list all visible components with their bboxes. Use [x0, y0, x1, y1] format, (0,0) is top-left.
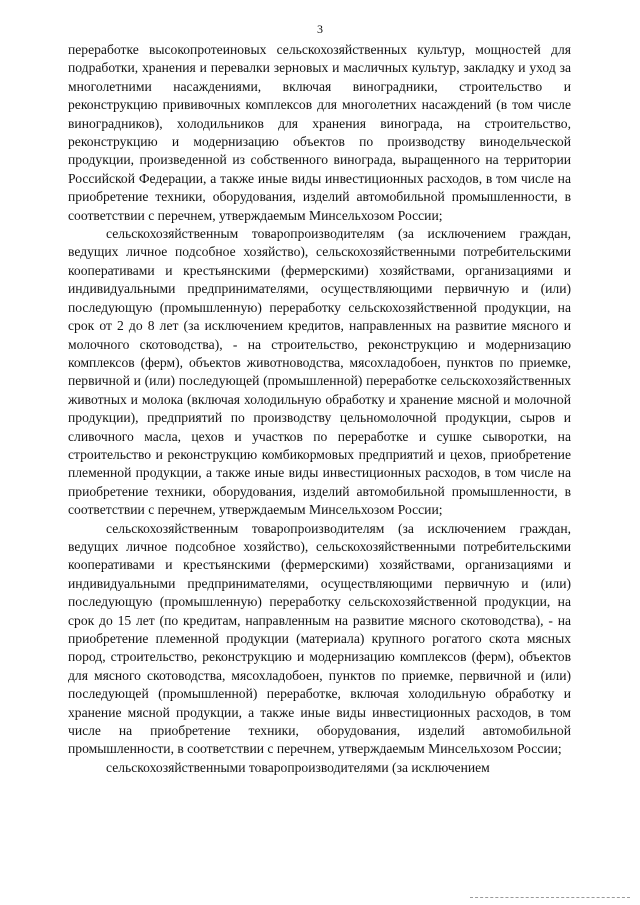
scan-edge-line [470, 897, 630, 898]
paragraph-1: переработке высокопротеиновых сельскохозяйственных культур, мощностей для подработки, хранения и перевалки зерновых и масличных культур, закладку и уход за многолетними насаждениями, включая виноградники, строительство и реконструкцию прививочных комплексов для многолетних насаждений (в том числе виноградников), холодильников для хранения винограда, на строительство, реконструкцию и модернизацию объектов по производству винодельческой продукции, произведенной из собственного винограда, выращенного на территории Российской Федерации, а также иные виды инвестиционных расходов, в том числе на приобретение техники, оборудования, изделий автомобильной промышленности, в соответствии с перечнем, утверждаемым Минсельхозом России; [68, 42, 571, 223]
paragraph-4: сельскохозяйственными товаропроизводителями (за исключением [106, 759, 490, 775]
page-number: 3 [317, 22, 323, 36]
paragraph-3: сельскохозяйственным товаропроизводителям (за исключением граждан, ведущих личное подсобное хозяйство), сельскохозяйственными потребительскими кооперативами и крестьянскими (фермерскими) хозяйствами, организациями и индивидуальными предпринимателями, осуществляющими первичную и (или) последующую (промышленную) переработку сельскохозяйственной продукции, на срок до 15 лет (по кредитам, направленным на развитие мясного скотоводства), - на приобретение племенной продукции (материала) крупного рогатого скота мясных пород, строительство, реконструкцию и модернизацию комплексов (ферм), объектов для мясного скотоводства, мясохладобоен, пунктов по приемке, первичной и (или) последующей (промышленной) переработке, включая холодильную обработку и хранение мясной продукции, а также иные виды инвестиционных расходов, в том числе на приобретение техники, оборудования, изделий автомобильной промышленности, в соответствии с перечнем, утверждаемым Минсельхозом России; [68, 520, 571, 757]
paragraph-2: сельскохозяйственным товаропроизводителям (за исключением граждан, ведущих личное подсобное хозяйство), сельскохозяйственными потребительскими кооперативами и крестьянскими (фермерскими) хозяйствами, организациями и индивидуальными предпринимателями, осуществляющими первичную и (или) последующую (промышленную) переработку сельскохозяйственной продукции, на срок от 2 до 8 лет (за исключением кредитов, направленных на развитие мясного и молочного скотоводства), - на строительство, реконструкцию и модернизацию комплексов (ферм), объектов животноводства, мясохладобоен, пунктов по приемке, первичной и (или) последующей (промышленной) переработке сельскохозяйственных животных и молока (включая холодильную обработку и хранение мясной и молочной продукции), предприятий по производству цельномолочной продукции, сыров и сливочного масла, цехов и участков по переработке и сушке сыворотки, на строительство и реконструкцию комбикормовых предприятий и цехов, приобретение племенной продукции, а также иные виды инвестиционных расходов, в том числе на приобретение техники, оборудования, изделий автомобильной промышленности, в соответствии с перечнем, утверждаемым Минсельхозом России; [68, 226, 571, 518]
document-body [68, 41, 571, 777]
